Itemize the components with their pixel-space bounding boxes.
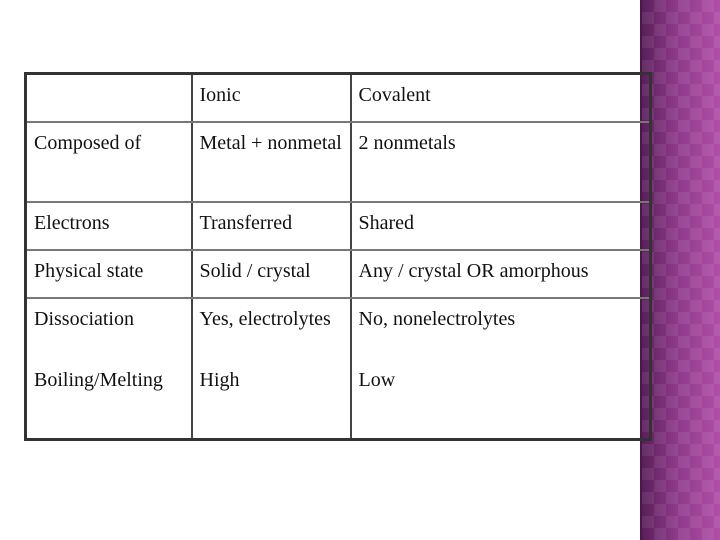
table-row xyxy=(26,122,651,202)
decorative-side-band xyxy=(642,0,720,540)
covalent-cell: No, nonelectrolytes xyxy=(358,307,516,330)
table-row xyxy=(26,250,651,298)
table-row xyxy=(26,298,651,360)
row-label: Composed of xyxy=(26,122,192,202)
covalent-cell: Low xyxy=(358,368,396,391)
ionic-cell: Transferred xyxy=(192,202,351,250)
ionic-cell: Solid / crystal xyxy=(192,250,351,298)
header-cell-covalent: Covalent xyxy=(351,74,651,122)
row-label: Physical state xyxy=(26,250,192,298)
row-label: Electrons xyxy=(26,202,192,250)
header-cell-ionic: Ionic xyxy=(192,74,351,122)
ionic-cell: Metal + nonmetal xyxy=(192,122,351,202)
table-row xyxy=(26,360,651,440)
comparison-table xyxy=(24,72,652,441)
covalent-cell: Shared xyxy=(351,202,651,250)
header-cell-empty xyxy=(26,74,192,122)
ionic-cell: Yes, electrolytes xyxy=(192,298,351,360)
table-header-row xyxy=(26,74,651,122)
covalent-cell: Any / crystal OR amorphous xyxy=(351,250,651,298)
row-label: Dissociation xyxy=(26,298,192,360)
ionic-cell: High xyxy=(192,360,351,440)
row-label: Boiling/Melting xyxy=(26,360,192,440)
table-row xyxy=(26,202,651,250)
covalent-cell: 2 nonmetals xyxy=(351,122,651,202)
